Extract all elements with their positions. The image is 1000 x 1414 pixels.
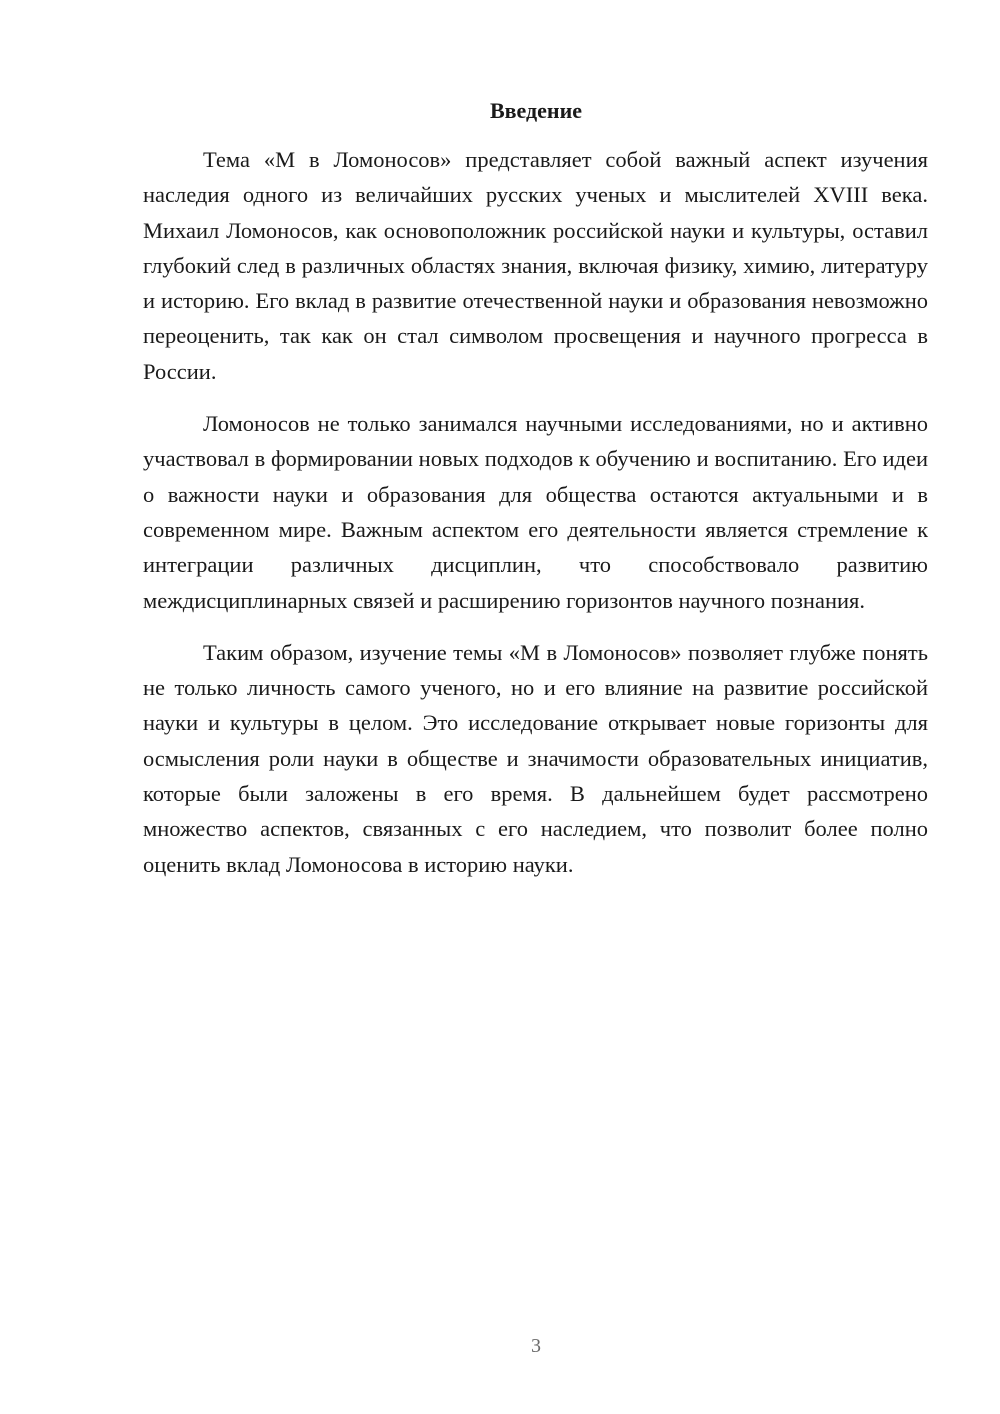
paragraph-3: Таким образом, изучение темы «М в Ломоносов» позволяет глубже понять не только личность самого ученого, но и его влияние на развитие российской науки и культуры в целом. Это исследование открывает новые горизонты для осмысления роли науки в обществе и значимости образовательных инициатив, которые были заложены в его время. В дальнейшем будет рассмотрено множество аспектов, связанных с его наследием, что позволит более полно оценить вклад Ломоносова в историю науки.: [143, 639, 928, 877]
paragraph-1: Тема «М в Ломоносов» представляет собой важный аспект изучения наследия одного из величайших русских ученых и мыслителей XVIII века. Михаил Ломоносов, как основоположник российской науки и культуры, оставил глубокий след в различных областях знания, включая физику, химию, литературу и историю. Его вклад в развитие отечественной науки и образования невозможно переоценить, так как он стал символом просвещения и научного прогресса в России.: [143, 147, 928, 384]
page-number: 3: [531, 1335, 541, 1357]
paragraph-2: Ломоносов не только занимался научными исследованиями, но и активно участвовал в формировании новых подходов к обучению и воспитанию. Его идеи о важности науки и образования для общества остаются актуальными и в современном мире. Важным аспектом его деятельности является стремление к интеграции различных дисциплин, что способствовало развитию междисциплинарных связей и расширению горизонтов научного познания.: [143, 411, 928, 613]
page-title: Введение: [489, 98, 583, 123]
body-text: [143, 142, 928, 882]
